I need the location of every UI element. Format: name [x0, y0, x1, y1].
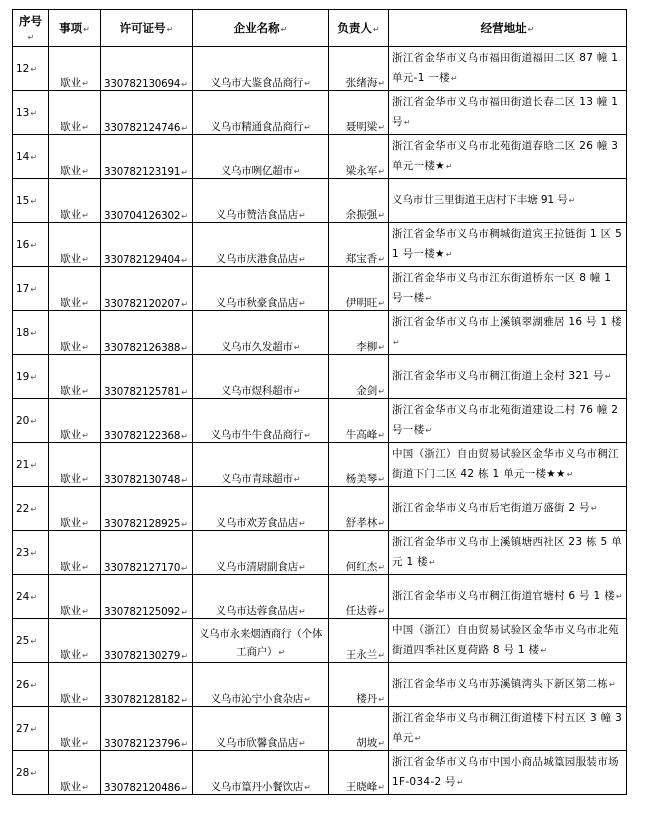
paragraph-mark: ↵ [304, 695, 311, 704]
table-row [13, 619, 627, 663]
cell-item: 歇业↵ [49, 487, 101, 531]
cell-address: 浙江省金华市义乌市上溪镇塘西社区 23 栋 5 单元 1 楼↵ [389, 531, 627, 575]
paragraph-mark: ↵ [304, 79, 311, 88]
cell-owner: 郑宝香↵ [329, 223, 389, 267]
cell-owner: 舒孝林↵ [329, 487, 389, 531]
table-row [13, 487, 627, 531]
cell-seq: 19↵ [13, 355, 49, 399]
cell-seq: 23↵ [13, 531, 49, 575]
table-row [13, 707, 627, 751]
paragraph-mark: ↵ [82, 607, 89, 616]
table-row [13, 751, 627, 795]
paragraph-mark: ↵ [445, 162, 453, 171]
cell-license: 330782125781↵ [101, 355, 193, 399]
paragraph-mark: ↵ [30, 328, 38, 338]
paragraph-mark: ↵ [181, 696, 188, 705]
paragraph-mark: ↵ [378, 343, 385, 352]
cell-owner: 梁永军↵ [329, 135, 389, 179]
cell-license: 330782125092↵ [101, 575, 193, 619]
table-row [13, 223, 627, 267]
cell-owner: 李柳↵ [329, 311, 389, 355]
cell-seq: 22↵ [13, 487, 49, 531]
cell-company: 义乌市永来烟酒商行（个体工商户）↵ [193, 619, 329, 663]
paragraph-mark: ↵ [378, 739, 385, 748]
cell-address: 中国（浙江）自由贸易试验区金华市义乌市北苑街道四季社区夏荷路 8 号 1 楼↵ [389, 619, 627, 663]
paragraph-mark: ↵ [293, 387, 301, 396]
paragraph-mark: ↵ [425, 426, 433, 435]
paragraph-mark: ↵ [378, 79, 385, 88]
cell-seq: 15↵ [13, 179, 49, 223]
cell-seq: 13↵ [13, 91, 49, 135]
cell-seq: 27↵ [13, 707, 49, 751]
paragraph-mark: ↵ [414, 734, 422, 743]
cell-seq: 26↵ [13, 663, 49, 707]
cell-address: 浙江省金华市义乌市江东街道桥东一区 8 幢 1 号一楼↵ [389, 267, 627, 311]
paragraph-mark: ↵ [540, 646, 548, 655]
cell-company: 义乌市煜科超市↵ [193, 355, 329, 399]
cell-address: 义乌市廿三里街道王店村下丰塘 91 号↵ [389, 179, 627, 223]
cell-owner: 楼丹↵ [329, 663, 389, 707]
cell-seq: 18↵ [13, 311, 49, 355]
cell-company: 义乌市久发超市↵ [193, 311, 329, 355]
cell-owner: 杨美琴↵ [329, 443, 389, 487]
cell-address: 浙江省金华市义乌市福田街道长春二区 13 幢 1 号↵ [389, 91, 627, 135]
cell-license: 330782120207↵ [101, 267, 193, 311]
paragraph-mark: ↵ [378, 783, 385, 792]
header-owner: 负责人↵ [329, 10, 389, 47]
cell-owner: 聂明梁↵ [329, 91, 389, 135]
paragraph-mark: ↵ [278, 648, 285, 657]
cell-item: 歇业↵ [49, 135, 101, 179]
table-row [13, 575, 627, 619]
table-row [13, 663, 627, 707]
cell-company: 义乌市青球超市↵ [193, 443, 329, 487]
paragraph-mark: ↵ [181, 388, 188, 397]
paragraph-mark: ↵ [181, 520, 188, 529]
paragraph-mark: ↵ [181, 168, 188, 177]
paragraph-mark: ↵ [298, 211, 306, 220]
paragraph-mark: ↵ [445, 250, 453, 259]
cell-seq: 16↵ [13, 223, 49, 267]
table-row [13, 531, 627, 575]
paragraph-mark: ↵ [378, 299, 385, 308]
paragraph-mark: ↵ [378, 387, 385, 396]
cell-item: 歇业↵ [49, 707, 101, 751]
paragraph-mark: ↵ [378, 607, 385, 616]
cell-license: 330782130694↵ [101, 47, 193, 91]
table-header-row [13, 10, 627, 47]
cell-owner: 任达蓉↵ [329, 575, 389, 619]
cell-seq: 25↵ [13, 619, 49, 663]
cell-company: 义乌市庆港食品店↵ [193, 223, 329, 267]
cell-item: 歇业↵ [49, 399, 101, 443]
paragraph-mark: ↵ [293, 343, 301, 352]
paragraph-mark: ↵ [30, 460, 38, 470]
paragraph-mark: ↵ [181, 80, 188, 89]
paragraph-mark: ↵ [378, 563, 385, 572]
table-row [13, 399, 627, 443]
cell-license: 330782126388↵ [101, 311, 193, 355]
paragraph-mark: ↵ [82, 343, 89, 352]
paragraph-mark: ↵ [82, 167, 89, 176]
paragraph-mark: ↵ [566, 470, 574, 479]
cell-owner: 胡坡↵ [329, 707, 389, 751]
cell-item: 歇业↵ [49, 619, 101, 663]
paragraph-mark: ↵ [30, 240, 38, 250]
cell-item: 歇业↵ [49, 443, 101, 487]
paragraph-mark: ↵ [82, 783, 89, 792]
paragraph-mark: ↵ [30, 108, 38, 118]
cell-seq: 28↵ [13, 751, 49, 795]
table-row [13, 47, 627, 91]
paragraph-mark: ↵ [181, 652, 188, 661]
cell-address: 浙江省金华市义乌市稠江街道官塘村 6 号 1 楼↵ [389, 575, 627, 619]
paragraph-mark: ↵ [30, 196, 38, 206]
cell-item: 歇业↵ [49, 663, 101, 707]
paragraph-mark: ↵ [82, 255, 89, 264]
paragraph-mark: ↵ [304, 431, 311, 440]
paragraph-mark: ↵ [82, 79, 89, 88]
cell-seq: 24↵ [13, 575, 49, 619]
cell-license: 330782128182↵ [101, 663, 193, 707]
paragraph-mark: ↵ [82, 387, 89, 396]
paragraph-mark: ↵ [181, 124, 188, 133]
paragraph-mark: ↵ [304, 123, 311, 132]
paragraph-mark: ↵ [30, 152, 38, 162]
paragraph-mark: ↵ [181, 300, 188, 309]
header-item: 事项↵ [49, 10, 101, 47]
header-company: 企业名称↵ [193, 10, 329, 47]
paragraph-mark: ↵ [403, 118, 411, 127]
cell-company: 义乌市欢芳食品店↵ [193, 487, 329, 531]
cell-address: 浙江省金华市义乌市稠江街道上金村 321 号↵ [389, 355, 627, 399]
cell-company: 义乌市秋豪食品店↵ [193, 267, 329, 311]
cell-address: 浙江省金华市义乌市稠江街道楼下村五区 3 幢 3 单元↵ [389, 707, 627, 751]
paragraph-mark: ↵ [82, 123, 89, 132]
cell-company: 义乌市篁丹小餐饮店↵ [193, 751, 329, 795]
paragraph-mark: ↵ [82, 431, 89, 440]
paragraph-mark: ↵ [30, 416, 38, 426]
cell-license: 330782129404↵ [101, 223, 193, 267]
cell-company: 义乌市沁宁小食杂店↵ [193, 663, 329, 707]
paragraph-mark: ↵ [378, 123, 385, 132]
paragraph-mark: ↵ [181, 564, 188, 573]
table-row [13, 443, 627, 487]
paragraph-mark: ↵ [82, 651, 89, 660]
cell-item: 歇业↵ [49, 179, 101, 223]
cell-item: 歇业↵ [49, 531, 101, 575]
paragraph-mark: ↵ [30, 592, 38, 602]
cell-item: 歇业↵ [49, 47, 101, 91]
paragraph-mark: ↵ [378, 695, 385, 704]
paragraph-mark: ↵ [30, 504, 38, 514]
paragraph-mark: ↵ [609, 680, 617, 689]
cell-company: 义乌市咧亿超市↵ [193, 135, 329, 179]
cell-company: 义乌市赞洁食品店↵ [193, 179, 329, 223]
paragraph-mark: ↵ [378, 475, 385, 484]
cell-owner: 伊明旺↵ [329, 267, 389, 311]
table-row [13, 135, 627, 179]
cell-owner: 何红杰↵ [329, 531, 389, 575]
cell-owner: 余振强↵ [329, 179, 389, 223]
paragraph-mark: ↵ [425, 294, 433, 303]
cell-seq: 17↵ [13, 267, 49, 311]
cell-license: 330782128925↵ [101, 487, 193, 531]
cell-item: 歇业↵ [49, 267, 101, 311]
header-address: 经营地址↵ [389, 10, 627, 47]
cell-license: 330782123796↵ [101, 707, 193, 751]
cell-license: 330782127170↵ [101, 531, 193, 575]
cell-license: 330782123191↵ [101, 135, 193, 179]
paragraph-mark: ↵ [298, 607, 306, 616]
paragraph-mark: ↵ [450, 74, 458, 83]
cell-item: 歇业↵ [49, 223, 101, 267]
cell-seq: 21↵ [13, 443, 49, 487]
paragraph-mark: ↵ [298, 739, 306, 748]
paragraph-mark: ↵ [604, 372, 612, 381]
table-row [13, 267, 627, 311]
paragraph-mark: ↵ [82, 475, 89, 484]
cell-address: 浙江省金华市义乌市后宅街道万盛街 2 号↵ [389, 487, 627, 531]
cell-license: 330782130748↵ [101, 443, 193, 487]
cell-address: 浙江省金华市义乌市北苑街道春晗二区 26 幢 3 单元一楼★↵ [389, 135, 627, 179]
cell-address: 浙江省金华市义乌市上溪镇翠湖雅居 16 号 1 楼↵ [389, 311, 627, 355]
cell-owner: 王晓峰↵ [329, 751, 389, 795]
paragraph-mark: ↵ [393, 338, 401, 347]
cell-address: 浙江省金华市义乌市福田街道福田二区 87 幢 1 单元-1 一楼↵ [389, 47, 627, 91]
table-row [13, 311, 627, 355]
cell-company: 义乌市达蓉食品店↵ [193, 575, 329, 619]
paragraph-mark: ↵ [82, 739, 89, 748]
paragraph-mark: ↵ [293, 475, 301, 484]
cell-company: 义乌市清尉副食店↵ [193, 531, 329, 575]
header-seq: 序号↵ [13, 10, 49, 47]
cell-company: 义乌市精通食品商行↵ [193, 91, 329, 135]
cell-item: 歇业↵ [49, 355, 101, 399]
paragraph-mark: ↵ [378, 211, 385, 220]
paragraph-mark: ↵ [30, 548, 38, 558]
paragraph-mark: ↵ [456, 778, 464, 787]
cell-address: 浙江省金华市义乌市中国小商品城篁园服装市场 1F-034-2 号↵ [389, 751, 627, 795]
cell-seq: 12↵ [13, 47, 49, 91]
cell-item: 歇业↵ [49, 91, 101, 135]
cell-seq: 20↵ [13, 399, 49, 443]
paragraph-mark: ↵ [615, 592, 623, 601]
cell-item: 歇业↵ [49, 575, 101, 619]
paragraph-mark: ↵ [378, 167, 385, 176]
cell-license: 330782124746↵ [101, 91, 193, 135]
paragraph-mark: ↵ [82, 695, 89, 704]
paragraph-mark: ↵ [82, 519, 89, 528]
paragraph-mark: ↵ [378, 651, 385, 660]
paragraph-mark: ↵ [298, 255, 306, 264]
cell-owner: 金剑↵ [329, 355, 389, 399]
paragraph-mark: ↵ [298, 299, 306, 308]
table-row [13, 179, 627, 223]
cell-owner: 张绪海↵ [329, 47, 389, 91]
paragraph-mark: ↵ [304, 783, 311, 792]
cell-company: 义乌市欣馨食品店↵ [193, 707, 329, 751]
paragraph-mark: ↵ [181, 432, 188, 441]
cell-seq: 14↵ [13, 135, 49, 179]
paragraph-mark: ↵ [181, 212, 188, 221]
cell-address: 浙江省金华市义乌市北苑街道建设二村 76 幢 2 号一楼↵ [389, 399, 627, 443]
paragraph-mark: ↵ [82, 211, 89, 220]
paragraph-mark: ↵ [82, 299, 89, 308]
paragraph-mark: ↵ [82, 563, 89, 572]
cell-license: 330782120486↵ [101, 751, 193, 795]
cell-license: 330704126302↵ [101, 179, 193, 223]
paragraph-mark: ↵ [568, 196, 576, 205]
cell-item: 歇业↵ [49, 751, 101, 795]
paragraph-mark: ↵ [181, 784, 188, 793]
cell-address: 浙江省金华市义乌市稠城街道宾王拉链街 1 区 51 号一楼★↵ [389, 223, 627, 267]
paragraph-mark: ↵ [378, 519, 385, 528]
paragraph-mark: ↵ [30, 284, 38, 294]
paragraph-mark: ↵ [181, 608, 188, 617]
cell-address: 中国（浙江）自由贸易试验区金华市义乌市稠江街道下门二区 42 栋 1 单元一楼★★↵ [389, 443, 627, 487]
paragraph-mark: ↵ [181, 344, 188, 353]
paragraph-mark: ↵ [30, 680, 38, 690]
cell-license: 330782130279↵ [101, 619, 193, 663]
table-row [13, 91, 627, 135]
paragraph-mark: ↵ [378, 255, 385, 264]
cell-item: 歇业↵ [49, 311, 101, 355]
cell-owner: 牛高峰↵ [329, 399, 389, 443]
paragraph-mark: ↵ [428, 558, 436, 567]
cell-license: 330782122368↵ [101, 399, 193, 443]
cell-company: 义乌市牛牛食品商行↵ [193, 399, 329, 443]
paragraph-mark: ↵ [181, 740, 188, 749]
paragraph-mark: ↵ [30, 636, 38, 646]
paragraph-mark: ↵ [30, 768, 38, 778]
paragraph-mark: ↵ [30, 372, 38, 382]
paragraph-mark: ↵ [293, 167, 301, 176]
paragraph-mark: ↵ [181, 476, 188, 485]
paragraph-mark: ↵ [298, 563, 306, 572]
paragraph-mark: ↵ [30, 64, 38, 74]
table-row [13, 355, 627, 399]
permit-table [12, 9, 627, 795]
paragraph-mark: ↵ [30, 724, 38, 734]
paragraph-mark: ↵ [181, 256, 188, 265]
cell-address: 浙江省金华市义乌市苏溪镇湾头下新区第二栋↵ [389, 663, 627, 707]
cell-company: 义乌市大鉴食品商行↵ [193, 47, 329, 91]
paragraph-mark: ↵ [378, 431, 385, 440]
header-license: 许可证号↵ [101, 10, 193, 47]
paragraph-mark: ↵ [298, 519, 306, 528]
cell-owner: 王永兰↵ [329, 619, 389, 663]
paragraph-mark: ↵ [590, 504, 598, 513]
